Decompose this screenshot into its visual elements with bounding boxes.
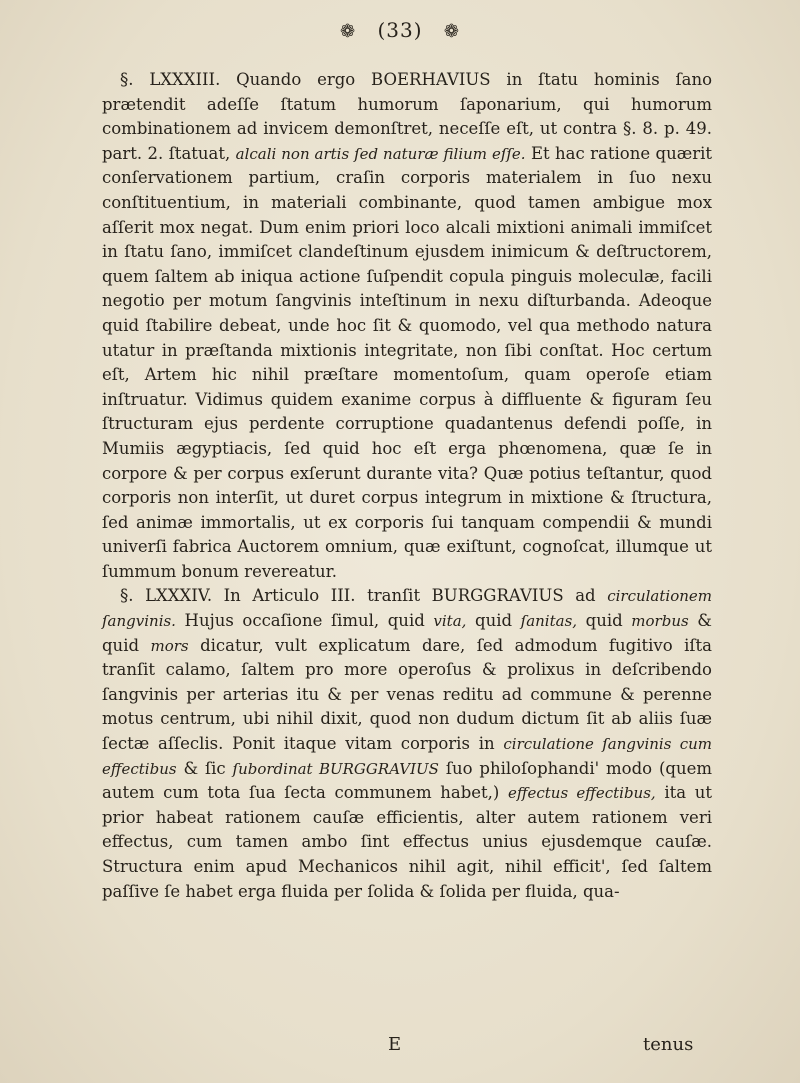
text-run: Et hac ratione quærit conſervationem partium, craſin corporis materialem in ſuo nexu conſtituentium, in materiali combinante, quod tamen ambigue mox aſſerit mox negat. Dum enim priori loco alcali mixtioni animali immiſcet in ſtatu ſano, immiſcet clandeſtinum ejusdem inimicum & deſtructorem, quem ſaltem ab iniqua actione ſuſpendit copula pinguis moleculæ, facili negotio per motum ſangvinis inteſtinum in nexu diſturbanda. Adeoque quid ſtabilire debeat, unde hoc ſit & quomodo, vel qua methodo natura utatur in præſtanda mixtionis integritate, non ſibi conſtat. Hoc certum eſt, Artem hic nihil præſtare momentoſum, quam operoſe etiam inſtruatur. Vidimus quidem exanime corpus à diffluente & figuram ſeu ſtructuram ejus perdente corruptione quadantenus defendi poſſe, in Mumiis ægyptiacis, ſed quid hoc eſt erga phœnomena, quæ ſe in corpore & per corpus exſerunt durante vita? Quæ potius teſtantur, quod corporis non interſit, ut duret corpus integrum in mixtione & ſtructura, ſed animæ immortalis, ut ex corporis ſui tanquam compendii & mundi univerſi fabrica Auctorem omnium, quæ exiſtunt, cognoſcat, illumque ut ſummum bonum revereatur.: [102, 143, 713, 581]
text-run: ſuo philoſophandi' modo (quem autem cum tota ſua ſecta communem habet,): [102, 758, 713, 803]
italic-run: circulatione ſangvinis cum effectibus: [102, 735, 712, 778]
section-lxxxiv: [102, 584, 712, 904]
signature-mark: E: [388, 1034, 402, 1055]
text-run: & ſic: [176, 758, 233, 778]
italic-run: vita,: [433, 612, 467, 631]
italic-run: alcali non artis ſed naturæ filium eſſe.: [235, 144, 526, 163]
italic-run: morbus: [631, 612, 689, 631]
body-text: [102, 68, 712, 904]
italic-run: ſanitas,: [520, 612, 578, 631]
text-run: ita ut prior habeat rationem cauſæ efficientis, alter autem rationem veri effectus, cum tamen ambo ſint effectus unius ejusdemque cauſæ. Structura enim apud Mechanicos nihil agit, nihil efficit', ſed ſaltem paſſive ſe habet erga fluida per ſolida & ſolida per fluida, qua-: [102, 783, 712, 901]
flower-ornament-left-icon: ❁: [340, 21, 357, 42]
flower-ornament-right-icon: ❁: [443, 21, 460, 42]
text-run: Hujus occaſione ſimul, quid: [175, 611, 434, 631]
text-run: quid: [577, 611, 632, 631]
catchword: tenus: [643, 1034, 694, 1055]
italic-run: ſubordinat BURGGRAVIUS: [232, 759, 439, 778]
page-number: (33): [377, 18, 423, 42]
page-footer: [0, 1034, 800, 1060]
running-head: [0, 18, 800, 42]
text-run: §. LXXXIV. In Articulo III. tranſit BURGGRAVIUS ad: [120, 586, 608, 606]
text-run: dicatur, vult explicatum dare, ſed admodum fugitivo iſta tranſit calamo, ſaltem pro more operoſus & prolixus in deſcribendo ſangvinis per arterias itu & per venas reditu ad commune & perenne motus centrum, ubi nihil dixit, quod non dudum dictum ſit ab aliis ſuæ ſectæ aſſeclis. Ponit itaque vitam corporis in: [102, 635, 712, 754]
italic-run: circulationem ſangvinis.: [102, 587, 712, 631]
text-run: & quid: [102, 611, 712, 655]
italic-run: mors: [150, 636, 189, 655]
text-run: quid: [466, 611, 521, 631]
section-lxxxiii: [102, 68, 712, 584]
italic-run: effectus effectibus,: [508, 784, 656, 803]
text-run: §. LXXXIII. Quando ergo BOERHAVIUS in ſtatu hominis ſano prætendit adeſſe ſtatum humorum ſaponarium, qui humorum combinationem ad invicem demonſtret, neceſſe eſt, ut contra §. 8. p. 49. part. 2. ſtatuat,: [102, 70, 712, 163]
